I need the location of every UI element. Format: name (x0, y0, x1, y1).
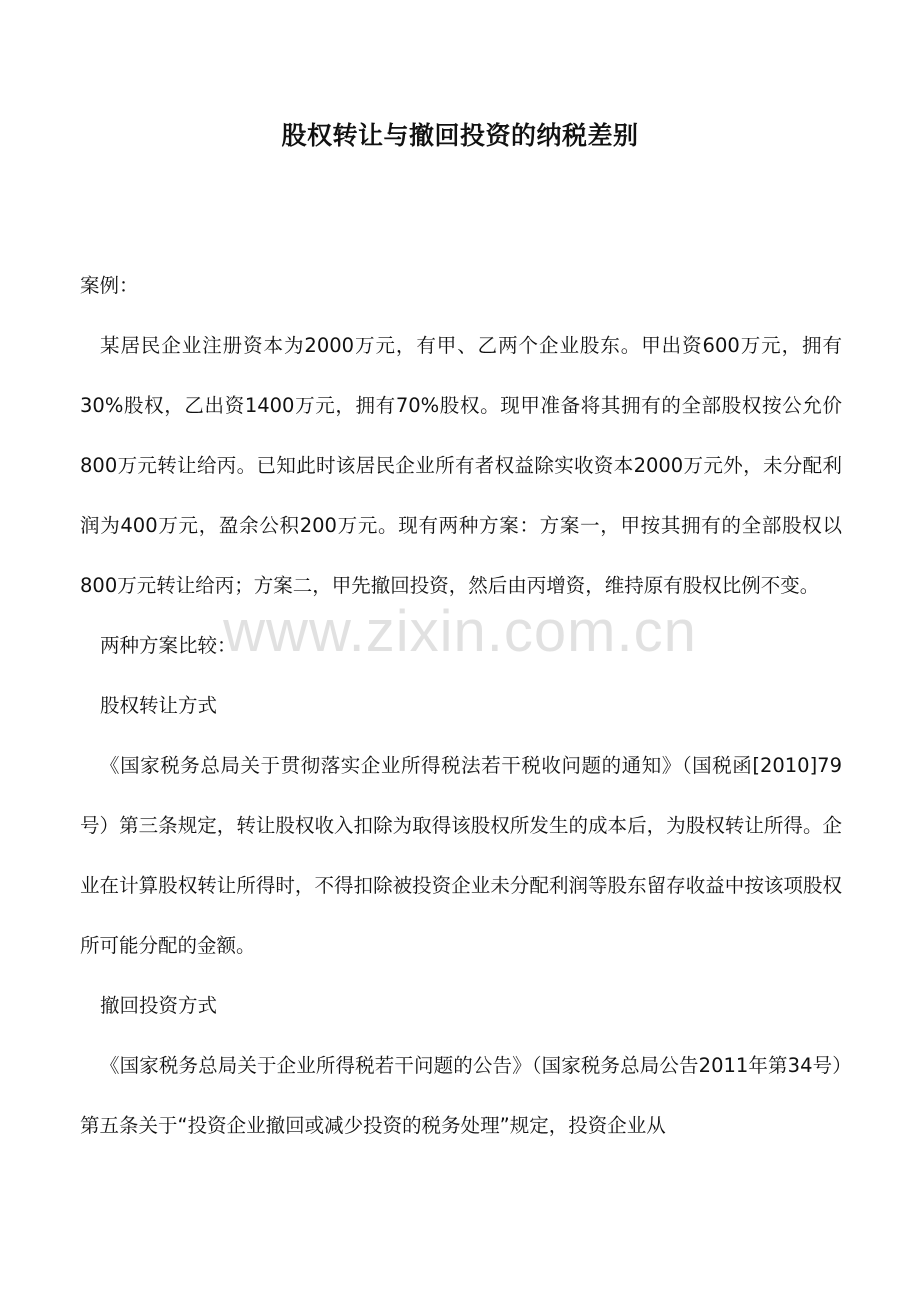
watermark-text: www.zixin.com.cn (223, 599, 697, 664)
withdraw-investment-paragraph: 《国家税务总局关于企业所得税若干问题的公告》（国家税务总局公告2011年第34号）第五条关于“投资企业撤回或减少投资的税务处理”规定，投资企业从 (80, 1054, 842, 1137)
case-paragraph: 某居民企业注册资本为2000万元，有甲、乙两个企业股东。甲出资600万元，拥有30%股权，乙出资1400万元，拥有70%股权。现甲准备将其拥有的全部股权按公允价800万元转让给丙。已知此时该居民企业所有者权益除实收资本2000万元外，未分配利润为400万元，盈余公积200万元。现有两种方案：方案一，甲按其拥有的全部股权以800万元转让给丙；方案二，甲先撤回投资，然后由丙增资，维持原有股权比例不变。 (80, 334, 842, 597)
comparison-label: 两种方案比较： (100, 634, 237, 657)
equity-transfer-paragraph: 《国家税务总局关于贯彻落实企业所得税法若干税收问题的通知》（国税函[2010]79号）第三条规定，转让股权收入扣除为取得该股权所发生的成本后，为股权转让所得。企业在计算股权转让所得时，不得扣除被投资企业未分配利润等股东留存收益中按该项股权所可能分配的金额。 (80, 754, 842, 957)
section-heading-withdraw-investment: 撤回投资方式 (100, 994, 218, 1017)
section-heading-equity-transfer: 股权转让方式 (100, 694, 218, 717)
document-body (80, 256, 842, 1156)
case-label: 案例： (80, 274, 139, 297)
document-title: 股权转让与撤回投资的纳税差别 (281, 121, 639, 150)
